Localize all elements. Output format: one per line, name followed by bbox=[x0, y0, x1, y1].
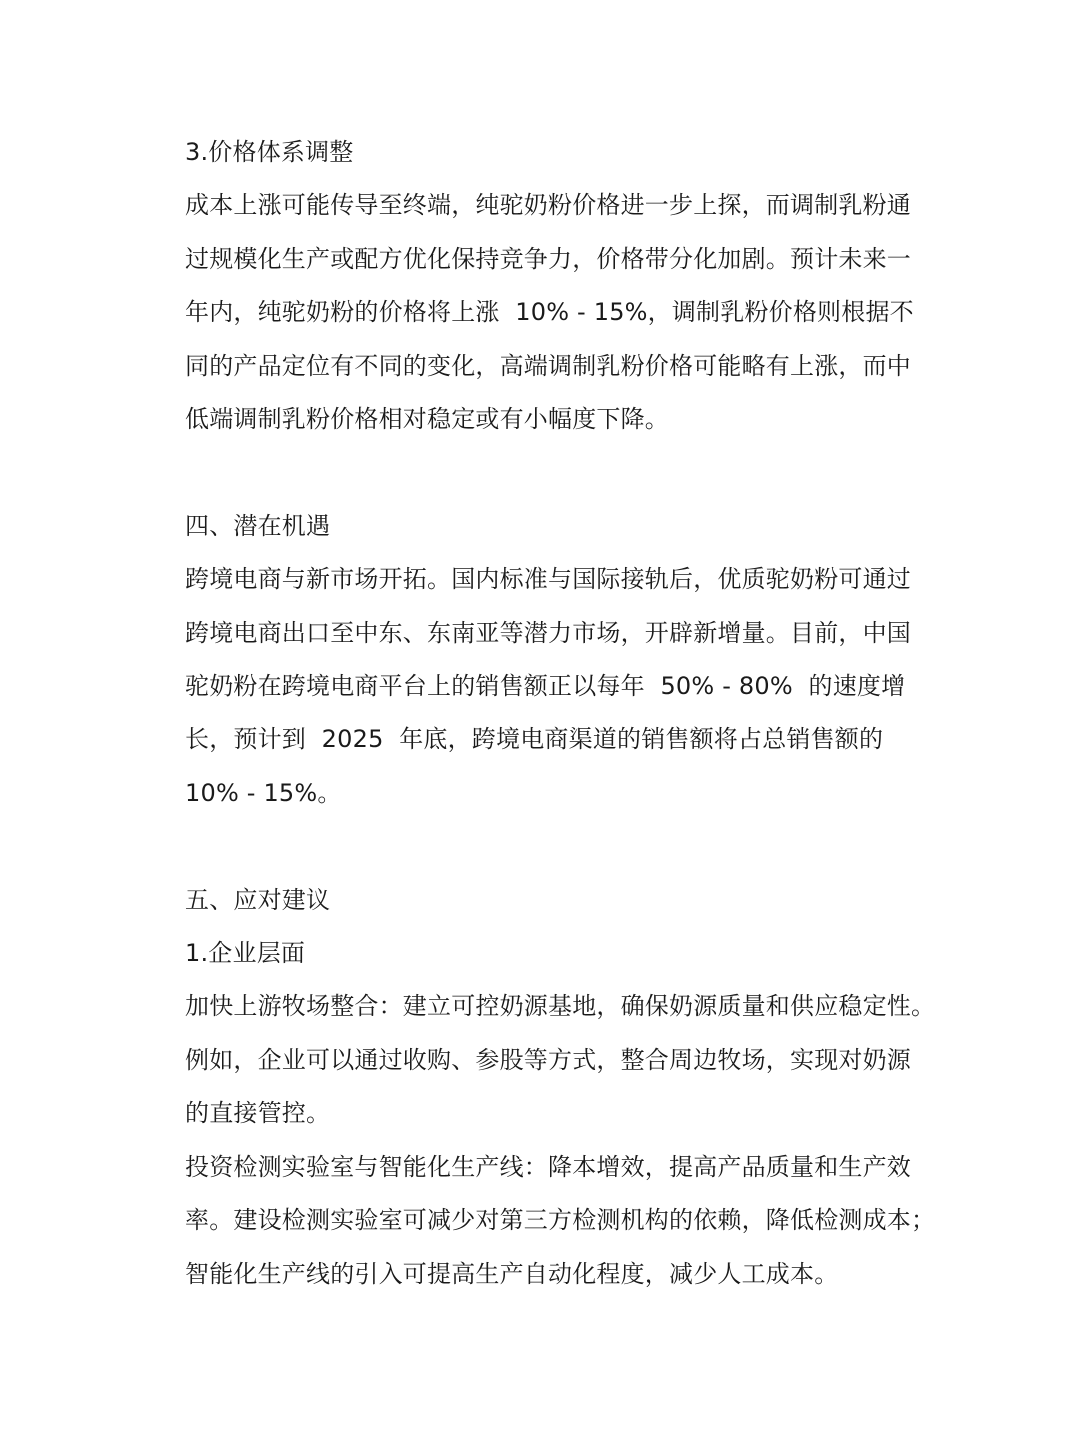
section-heading-opportunities: 四、潜在机遇 bbox=[185, 511, 331, 540]
section-heading-price-adjustment: 3.价格体系调整 bbox=[185, 138, 354, 166]
paragraph-line: 智能化生产线的引入可提高生产自动化程度，减少人工成本。 bbox=[185, 1259, 839, 1288]
paragraph-line: 例如，企业可以通过收购、参股等方式，整合周边牧场，实现对奶源 bbox=[185, 1045, 911, 1074]
paragraph-line: 同的产品定位有不同的变化，高端调制乳粉价格可能略有上涨，而中 bbox=[185, 351, 911, 380]
paragraph-line: 的直接管控。 bbox=[185, 1099, 331, 1128]
paragraph-line: 低端调制乳粉价格相对稳定或有小幅度下降。 bbox=[185, 405, 669, 434]
paragraph-line: 长，预计到 2025 年底，跨境电商渠道的销售额将占总销售额的 bbox=[185, 725, 884, 754]
paragraph-line: 成本上涨可能传导至终端，纯驼奶粉价格进一步上探，而调制乳粉通 bbox=[185, 191, 911, 220]
section-spacer bbox=[185, 820, 897, 873]
paragraph-line: 投资检测实验室与智能化生产线：降本增效，提高产品质量和生产效 bbox=[185, 1152, 911, 1181]
subsection-heading-enterprise: 1.企业层面 bbox=[185, 939, 306, 968]
paragraph-line: 率。建设检测实验室可减少对第三方检测机构的依赖，降低检测成本； bbox=[185, 1206, 936, 1235]
paragraph-line: 10% - 15%。 bbox=[185, 778, 342, 807]
section-heading-recommendations: 五、应对建议 bbox=[185, 885, 331, 914]
document-body bbox=[185, 126, 936, 1301]
paragraph-line: 过规模化生产或配方优化保持竞争力，价格带分化加剧。预计未来一 bbox=[185, 244, 911, 273]
paragraph-line: 跨境电商出口至中东、东南亚等潜力市场，开辟新增量。目前，中国 bbox=[185, 618, 911, 647]
paragraph-line: 加快上游牧场整合：建立可控奶源基地，确保奶源质量和供应稳定性。 bbox=[185, 992, 936, 1021]
paragraph-line: 跨境电商与新市场开拓。国内标准与国际接轨后，优质驼奶粉可通过 bbox=[185, 565, 911, 594]
paragraph-line: 年内，纯驼奶粉的价格将上涨 10% - 15%，调制乳粉价格则根据不 bbox=[185, 298, 914, 327]
section-spacer bbox=[185, 446, 897, 499]
paragraph-line: 驼奶粉在跨境电商平台上的销售额正以每年 50% - 80% 的速度增 bbox=[185, 672, 906, 701]
